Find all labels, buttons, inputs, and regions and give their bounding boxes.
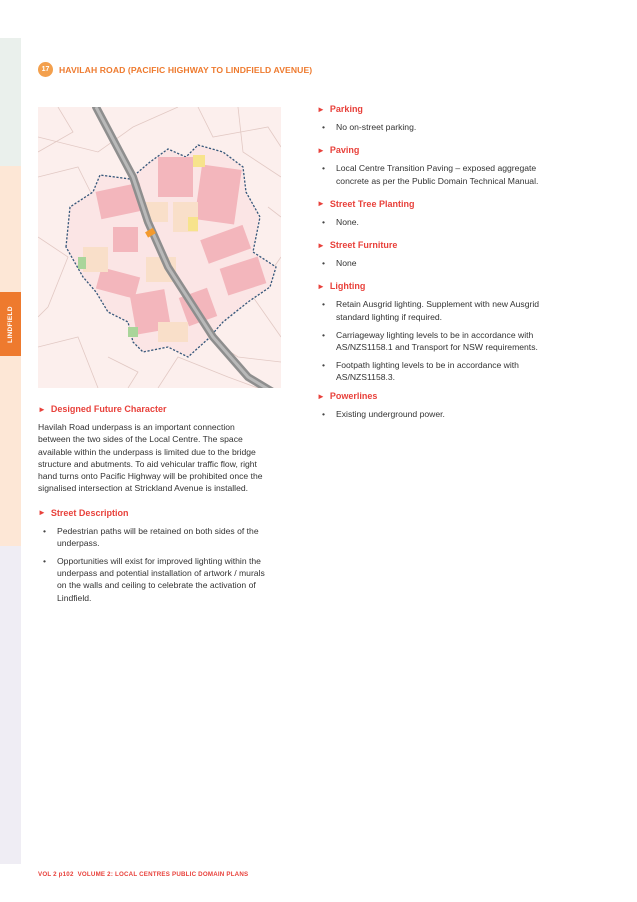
triangle-arrow-icon: ► [317, 240, 325, 250]
triangle-arrow-icon: ► [38, 508, 46, 518]
paragraph-line: between the two sides of the Local Centre. The space [38, 434, 243, 445]
side-strip-peach [0, 166, 21, 292]
heading-text: Street Tree Planting [329, 198, 415, 209]
heading-text: Lighting [329, 281, 366, 292]
paragraph-line: Havilah Road underpass is an important connection [38, 422, 235, 432]
side-tab-label: LINDFIELD [7, 305, 14, 343]
left-column [38, 404, 298, 610]
paragraph-line: available within the underpass is limited due to the bridge [38, 446, 256, 457]
list-item-line: underpass and potential installation of artwork / murals [57, 568, 265, 579]
street-tree-planting-heading [317, 199, 607, 209]
heading-text: Designed Future Character [50, 404, 167, 414]
triangle-arrow-icon: ► [317, 391, 325, 401]
paragraph-line: structure and abutments. To aid vehicular traffic flow, right [38, 458, 257, 469]
section-title: HAVILAH ROAD (PACIFIC HIGHWAY TO LINDFIELD AVENUE) [59, 64, 313, 75]
triangle-arrow-icon: ► [317, 104, 325, 114]
list-item-line: standard lighting if required. [336, 311, 443, 322]
list-item-line: • Opportunities will exist for improved lighting within the [57, 555, 261, 566]
triangle-arrow-icon: ► [317, 145, 325, 155]
list-item [317, 257, 607, 269]
section-number-badge: 17 [38, 62, 53, 77]
street-description-list [38, 525, 298, 604]
list-item [38, 555, 298, 604]
side-strip-green [0, 38, 21, 166]
list-item-line: • Footpath lighting levels to be in accordance with [336, 359, 519, 370]
list-item [317, 329, 607, 354]
list-item-line: • None [336, 258, 357, 269]
list-item-line: on the walls and ceiling to celebrate the activation of [57, 580, 256, 591]
paving-heading [317, 145, 607, 155]
list-item [317, 216, 607, 228]
powerlines-list [317, 408, 607, 420]
triangle-arrow-icon: ► [317, 281, 325, 291]
list-item-line: AS/NZS1158.1 and Transport for NSW requirements. [336, 341, 538, 352]
street-description-heading [38, 508, 298, 518]
list-item-line: • Pedestrian paths will be retained on both sides of the [57, 525, 259, 536]
list-item-line: concrete as per the Public Domain Technical Manual. [336, 175, 539, 186]
list-item-line: • No on-street parking. [336, 122, 417, 132]
side-tab-label-wrap [0, 292, 21, 356]
lighting-heading [317, 281, 607, 291]
paragraph-line: hand turns onto Pacific Highway will be prohibited once the [38, 471, 263, 482]
site-map [38, 107, 281, 388]
list-item-line: underpass. [57, 538, 100, 549]
footer-volume: VOLUME 2: LOCAL CENTRES PUBLIC DOMAIN PLANS [77, 871, 249, 878]
list-item [38, 525, 298, 550]
side-strip-lavender [0, 546, 21, 864]
list-item-line: AS/NZS1158.3. [336, 371, 396, 382]
list-item [317, 162, 607, 187]
heading-text: Powerlines [329, 391, 378, 402]
page-footer [38, 871, 248, 878]
street-furniture-heading [317, 240, 607, 250]
designed-future-character-heading [38, 404, 298, 414]
triangle-arrow-icon: ► [38, 404, 46, 414]
side-strip-peach-lower [0, 356, 21, 546]
parking-heading [317, 104, 607, 114]
heading-text: Paving [329, 145, 360, 156]
right-column [317, 104, 607, 426]
page-number: VOL 2 p102 [38, 871, 74, 878]
street-furniture-list [317, 257, 607, 269]
list-item-line: Lindfield. [57, 592, 92, 603]
heading-text: Parking [329, 104, 363, 114]
list-item [317, 298, 607, 323]
street-tree-list [317, 216, 607, 228]
heading-text: Street Description [50, 507, 129, 518]
list-item [317, 408, 607, 420]
powerlines-heading [317, 391, 607, 401]
list-item-line: • Carriageway lighting levels to be in accordance with [336, 329, 534, 340]
paragraph-line: signalised intersection at Strickland Avenue is installed. [38, 483, 249, 494]
list-item [317, 359, 607, 384]
list-item-line: • Retain Ausgrid lighting. Supplement with new Ausgrid [336, 299, 540, 310]
list-item-line: • Existing underground power. [336, 409, 445, 420]
lighting-list [317, 298, 607, 383]
paving-list [317, 162, 607, 187]
list-item-line: • None. [336, 216, 359, 227]
heading-text: Street Furniture [329, 240, 398, 251]
list-item-line: • Local Centre Transition Paving – exposed aggregate [336, 163, 537, 174]
list-item [317, 121, 607, 133]
character-paragraph [38, 421, 298, 495]
parking-list [317, 121, 607, 133]
triangle-arrow-icon: ► [317, 199, 325, 209]
section-heading [38, 62, 312, 77]
